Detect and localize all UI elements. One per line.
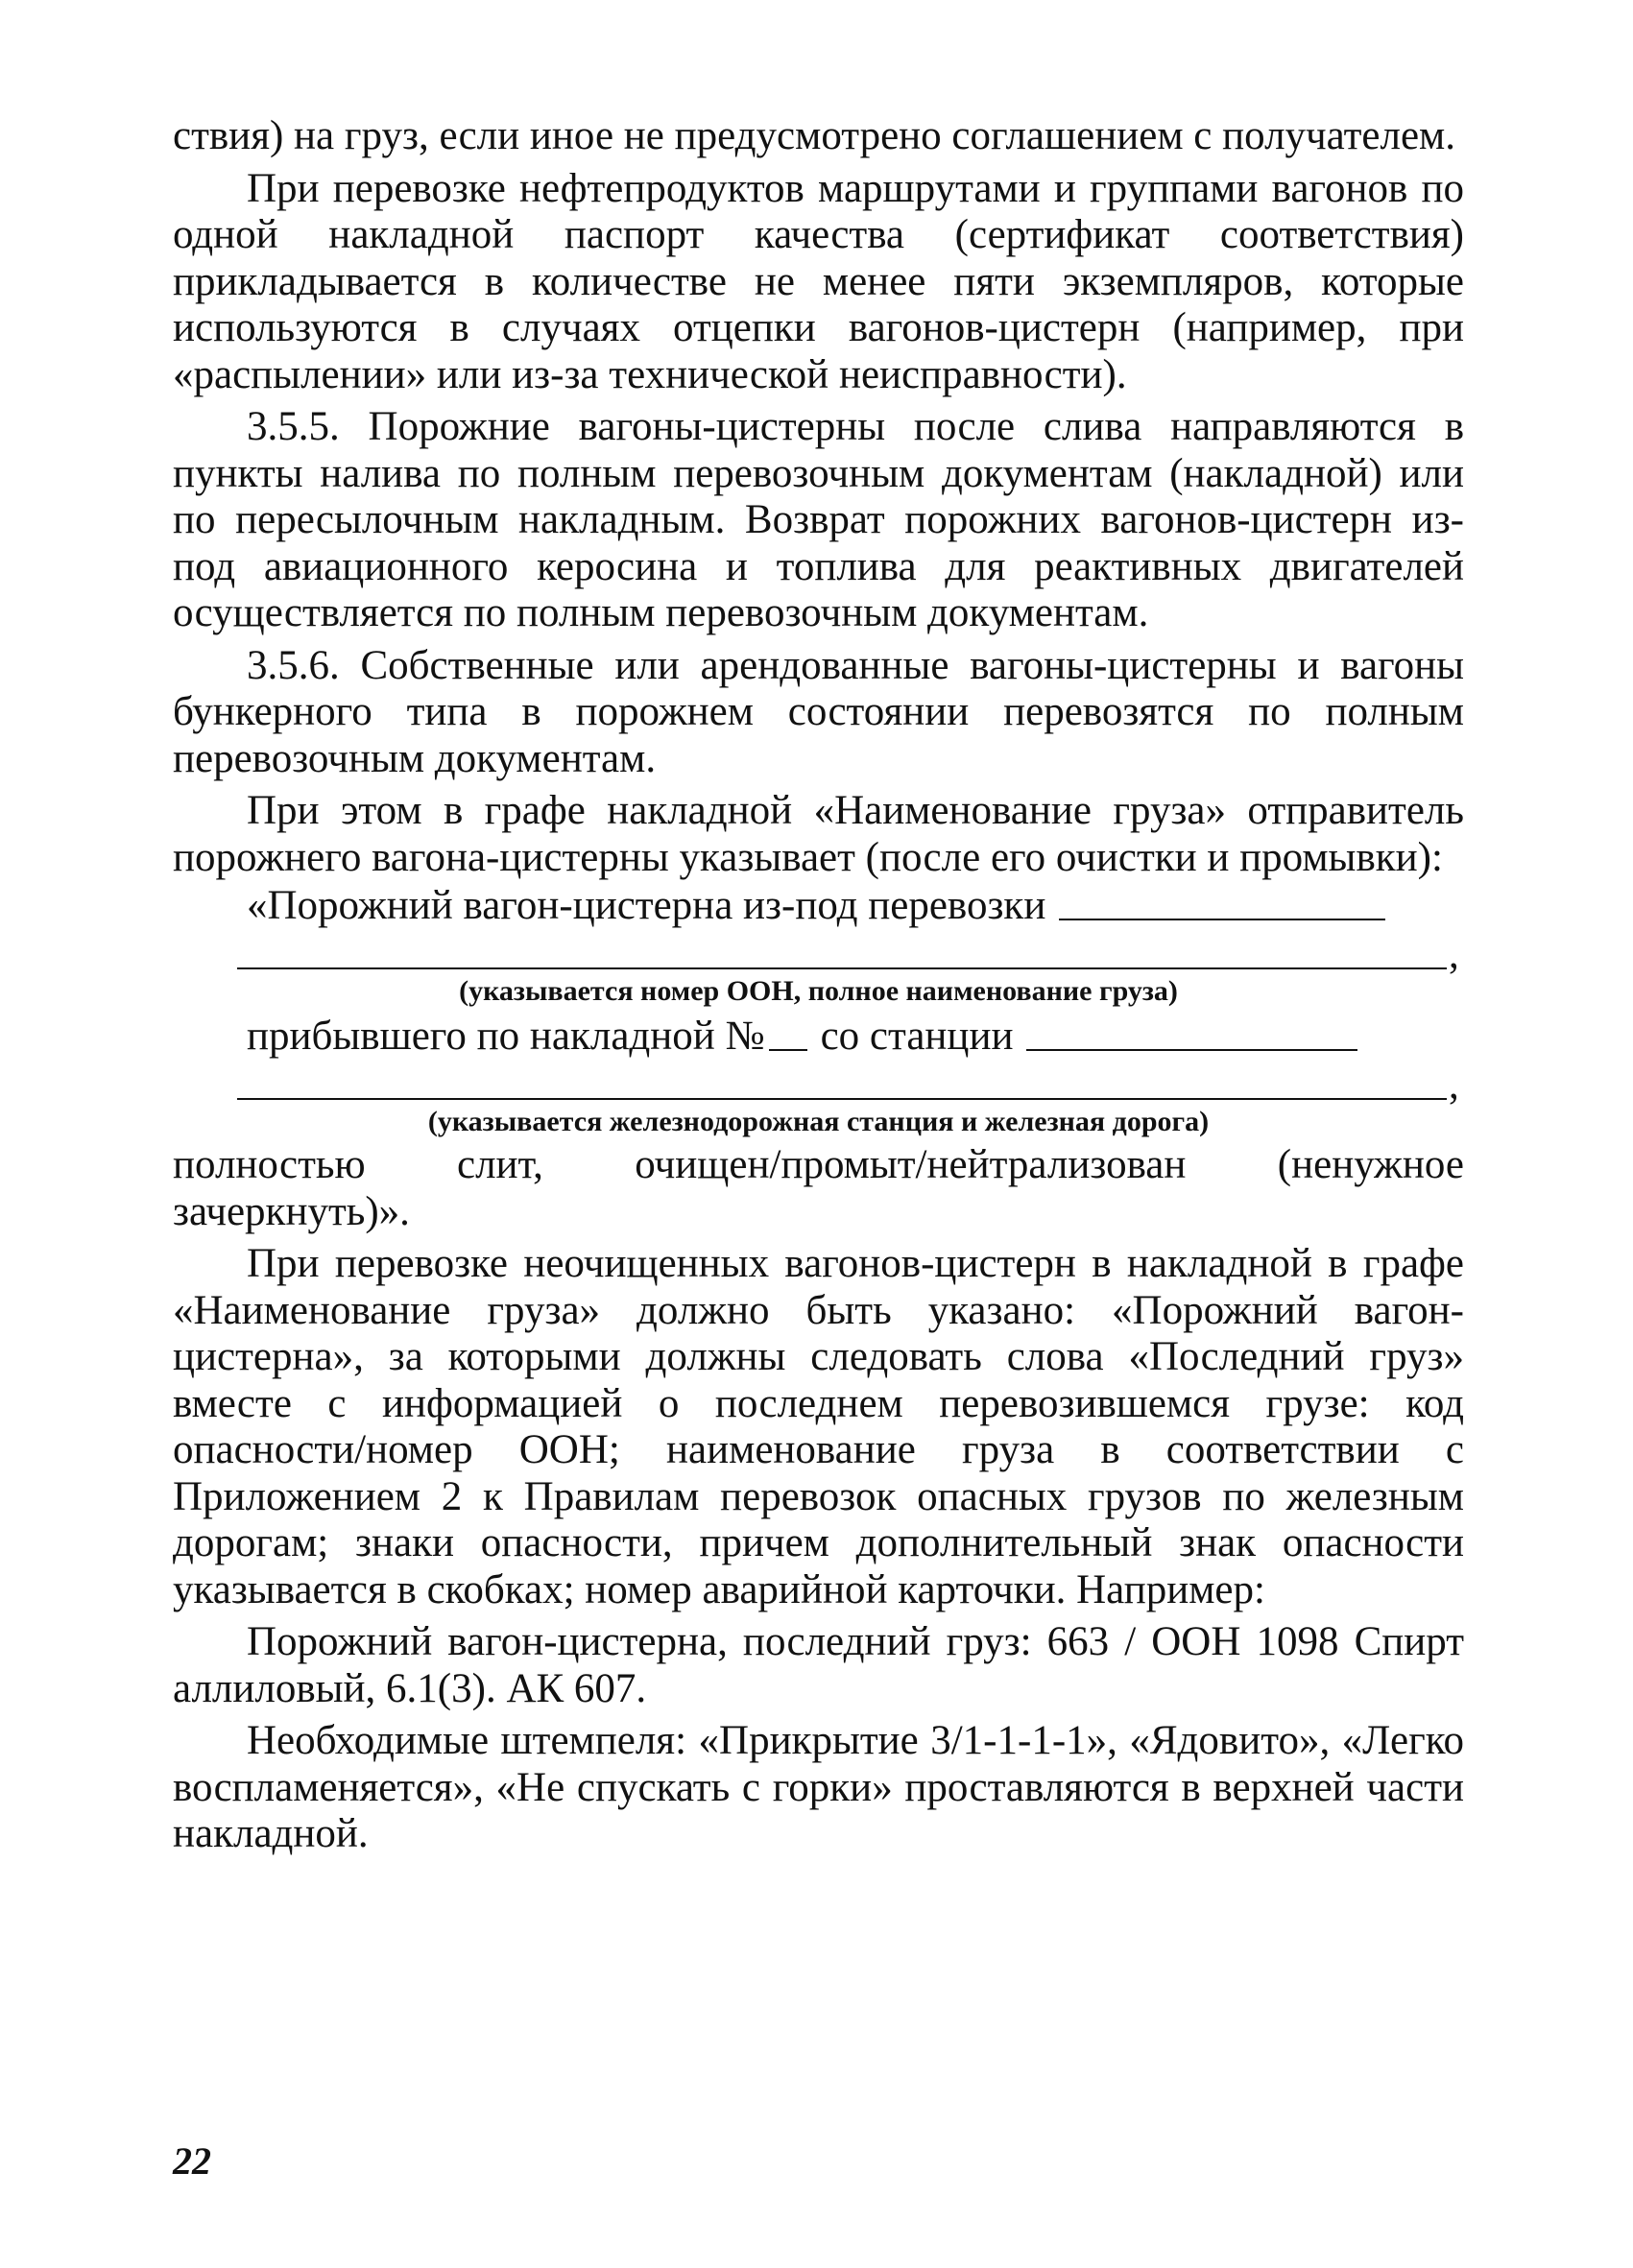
paragraph-stamps: Необходимые штемпеля: «Прикрытие 3/1-1-1-1», «Ядовито», «Легко воспламеняется», «Не спускать с горки» проставляются в верхней части накладной. <box>173 1718 1464 1856</box>
comma: , <box>1449 1062 1459 1108</box>
paragraph-example: Порожний вагон-цистерна, последний груз: 663 / ООН 1098 Спирт аллиловый, 6.1(3). АК 607. <box>173 1619 1464 1711</box>
page-number: 22 <box>173 2139 211 2183</box>
form-line-from-under-text: «Порожний вагон-цистерна из-под перевозки <box>247 882 1046 928</box>
blank-station-field <box>1026 1049 1357 1051</box>
paragraph-uncleaned-wagons: При перевозке неочищенных вагонов-цистерн в накладной в графе «Наименование груза» должно быть указано: «Порожний вагон-цистерна», за которыми должны следовать слова «Последний груз» вместе с информацией о последнем перевозившемся грузе: код опасности/номер ООН; наименование груза в соответствии с Приложением 2 к Правилам перевозок опасных грузов по железным дорогам; знаки опасности, причем дополнительный знак опасности указывается в скобках; номер аварийной карточки. Например: <box>173 1241 1464 1612</box>
blank-cargo-field <box>1059 919 1385 920</box>
paragraph-waybill-column: При этом в графе накладной «Наименование груза» отправитель порожнего вагона-цистерны указывает (после его очистки и промывки): <box>173 788 1464 880</box>
caption-un-number: (указывается номер ООН, полное наименование груза) <box>459 975 1178 1007</box>
form-line-arrived <box>247 1012 1464 1060</box>
paragraph-quality-passport: При перевозке нефтепродуктов маршрутами и группами вагонов по одной накладной паспорт качества (сертификат соответствия) прикладывается в количестве не менее пяти экземпляров, которые используются в случаях отцепки вагонов-цистерн (например, при «распылении» или из-за технической неисправности). <box>173 165 1464 397</box>
form-line-station-text: со станции <box>820 1013 1014 1059</box>
blank-waybill-number <box>769 1049 807 1051</box>
comma: , <box>1449 932 1459 977</box>
blank-cargo-full-line <box>237 967 1447 969</box>
form-line-arrived-text: прибывшего по накладной № <box>247 1013 765 1059</box>
paragraph-3-5-5: 3.5.5. Порожние вагоны-цистерны после слива направляются в пункты налива по полным перевозочным документам (накладной) или по пересылочным накладным. Возврат порожних вагонов-цистерн из-под авиационного керосина и топлива для реактивных двигателей осуществляется по полным перевозочным документам. <box>173 404 1464 635</box>
paragraph-3-5-6: 3.5.6. Собственные или арендованные вагоны-цистерны и вагоны бункерного типа в порожнем состоянии перевозятся по полным перевозочным документам. <box>173 642 1464 781</box>
paragraph-continuation: ствия) на груз, если иное не предусмотрено соглашением с получателем. <box>173 113 1456 158</box>
form-line-completion: полностью слит, очищен/промыт/нейтрализован (ненужное зачеркнуть)». <box>173 1142 1464 1234</box>
form-row-station <box>237 1060 1464 1108</box>
document-page <box>173 113 1464 1864</box>
caption-station: (указывается железнодорожная станция и железная дорога) <box>427 1106 1210 1137</box>
form-line-from-under <box>247 881 1464 929</box>
form-row-cargo <box>237 929 1464 977</box>
blank-station-full-line <box>237 1098 1447 1100</box>
